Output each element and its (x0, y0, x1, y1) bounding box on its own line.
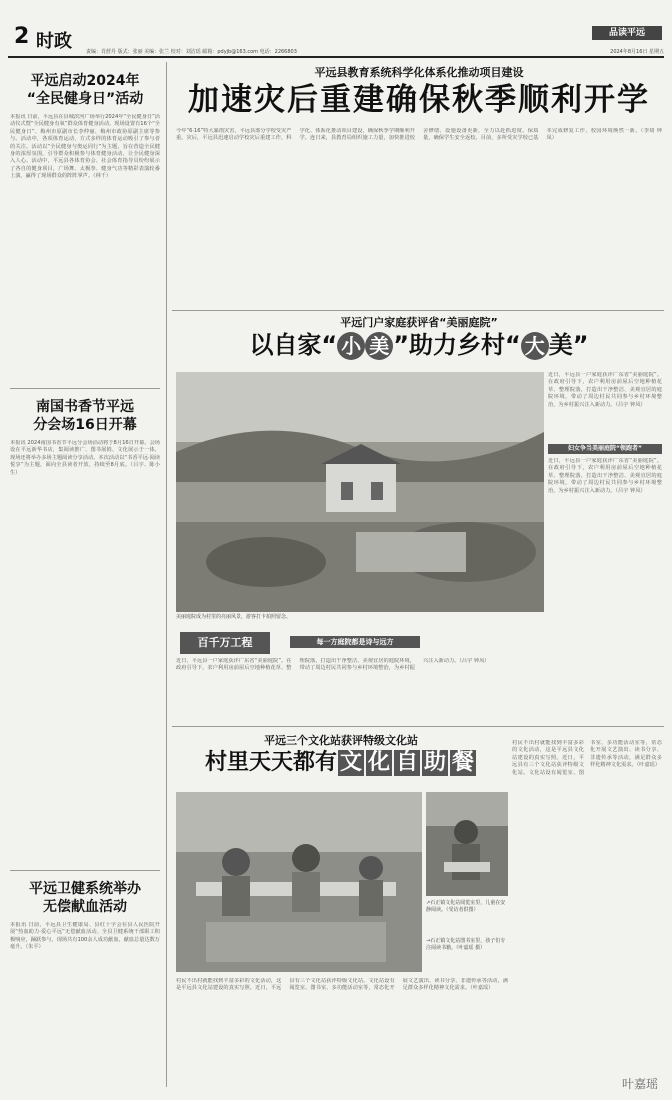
issue-date: 2024年8月16日 星期五 (610, 49, 664, 55)
masthead: 品读平远 (592, 26, 662, 40)
culture-photo-reader (426, 792, 508, 896)
article-kicker: 平远县教育系统科学化体系化推动项目建设 (314, 66, 524, 79)
article-fitness (10, 72, 160, 364)
column-divider (166, 62, 167, 1087)
article-title-line2: 分会场16日开幕 (33, 417, 137, 433)
headline-highlight: 大 (521, 332, 549, 360)
article-title-line2: “全民健身日”活动 (26, 91, 144, 107)
headline-part: 美” (548, 331, 589, 359)
photo-caption: ↗石正镇文化站阅览室里，儿童在安静阅读。（受访者供图） (426, 900, 506, 913)
subheading-poetry: 每一方庭院都是诗与远方 (290, 636, 420, 648)
headline-part: 以自家“ (249, 331, 338, 359)
article-body-right: 村民不出村就能找到丰富多彩的文化活动，这是平远县文化站建设的真实写照。近日，平远县有三个文化站获评特级文化站。文化站设有阅览室、图书室、多功能活动室等，常态化开展文艺演出、读书分享、非遗传承等活动，满足群众多样化精神文化需求。（叶嘉瑶） (512, 740, 662, 776)
courtyard-photo-illustration (176, 372, 544, 612)
divider (10, 388, 160, 389)
article-body: 今年“6·16”特大暴雨灾害，平远县部分学校受灾严重。灾后，平远县迅速启动学校灾后重建工作，科学化、体系化推动项目建设，确保秋季学期顺利开学。连日来，县教育局组织施工力量，加快推进校舍修缮、设施设备更新，全力以赴抓进度、保质量，确保学生安全返校。目前，多所受灾学校已基本完成修复工作，校园环境焕然一新。（李琦 钟凤） (176, 128, 662, 142)
article-body: 本报讯 日前，平远县卫生健康局、县红十字会在县人民医院开展“热血助力·爱心平远”无偿献血活动。全县卫健系统干部职工积极响应，踊跃参与，现场共有100余人成功献血，献血总量达数万毫升。（朱平） (10, 922, 160, 951)
editor-meta: 责编：肖舒丹 版式：张丽 美编：张兰 校对：刘洁瑶 邮箱：pdyjb@163.com 电话：2266803 (86, 49, 297, 55)
courtyard-photo (176, 372, 544, 612)
culture-photo-illustration (176, 792, 422, 972)
headline-part: ”助力乡村“ (393, 331, 521, 359)
article-body: 村民不出村就能找到丰富多彩的文化活动，这是平远县文化站建设的真实写照。近日，平远县有三个文化站获评特级文化站。文化站设有阅览室、图书室、多功能活动室等，常态化开展文艺演出、读书分享、非遗传承等活动，满足群众多样化精神文化需求。（叶嘉瑶） (176, 978, 508, 992)
divider (172, 310, 664, 311)
article-title: 南国书香节平远 (36, 399, 134, 415)
page-number: 2 (14, 24, 30, 49)
divider (172, 726, 664, 727)
headline-highlight: 文 (339, 750, 362, 775)
headline-highlight: 小 (337, 332, 365, 360)
article-headline: 加速灾后重建确保秋季顺利开学 (188, 82, 650, 118)
article-title: 平远启动2024年 (30, 73, 140, 89)
headline-highlight: 餐 (452, 750, 475, 775)
article-body-bottom: 近日，平远县一户家庭获评广东省“美丽庭院”。在政府引导下，农户利用房前屋后空地种植花草、整理院落，打造出干净整洁、美观宜居的庭院环境，带动了周边村民共同参与乡村环境整治，为乡村振兴注入新动力。（吕宇 钟凤） (176, 658, 490, 672)
article-kicker: 平远门户家庭获评省“美丽庭院” (340, 316, 498, 329)
section-title: 时政 (36, 31, 72, 52)
article-school-rebuild (176, 66, 662, 288)
article-headline (176, 748, 506, 778)
article-body: 本报讯 日前，平远县在县城滨河广场举行2024年“全民健身日”活动仪式暨“全民健身有氧”群众体育健身活动。现场设置有16个“全民健身日”、梅州市原副市长李仲丽、梅州市政协原副主席等参与。活动中，各项体育运动，方式多样的体育运动吸引了参与者的关注。活动以“全民健身与奥运同行”为主题，旨在营造全民健身的浓厚氛围，引导群众积极参与体育健身活动，让全民健身深入人心。活动中，平远县各体育协会、社会体育指导员纷纷展示了各自的健身项目，广场舞、太极拳、健身气功等精彩表演轮番上演，赢得了现场群众的阵阵掌声。（林千） (10, 114, 160, 180)
divider (10, 870, 160, 871)
article-courtyard (176, 316, 662, 360)
photo-caption: 美丽庭院成为村里的亮丽风景，游客打卡拍照留念。 (176, 614, 292, 620)
photo-caption: →石正镇文化站图书室里，孩子们专注阅读书籍。（叶嘉瑶 摄） (426, 938, 506, 951)
headline-highlight: 自 (396, 750, 419, 775)
article-title-line2: 无偿献血活动 (43, 899, 127, 915)
article-title: 平远卫健系统举办 (29, 881, 141, 897)
subheading-women: 妇女争当美丽庭院“领跑者” (548, 444, 662, 454)
badge-project: 百千万工程 (180, 632, 270, 654)
article-body-continued: 近日，平远县一户家庭获评广东省“美丽庭院”。在政府引导下，农户利用房前屋后空地种植花草、整理院落，打造出干净整洁、美观宜居的庭院环境，带动了周边村民共同参与乡村环境整治，为乡村振兴注入新动力。（吕宇 钟凤） (548, 458, 662, 494)
article-book-fair (10, 398, 160, 840)
header-rule (8, 56, 664, 58)
headline-highlight: 化 (367, 750, 390, 775)
article-body: 本报讯 2024南国书香节平远分会场活动将于8月16日开幕。会场设在平远新华书店，集阅读推广、图书展销、文化展示于一体，现场还将举办多场主题阅读分享活动。本次活动以“书香平远·阅读悦享”为主题，面向全县读者开放，持续至8月底。（吕宇、陈小生） (10, 440, 160, 476)
article-body: 近日，平远县一户家庭获评广东省“美丽庭院”。在政府引导下，农户利用房前屋后空地种植花草、整理院落，打造出干净整洁、美观宜居的庭院环境，带动了周边村民共同参与乡村环境整治，为乡村振兴注入新动力。（吕宇 钟凤） (548, 372, 662, 408)
article-kicker: 平远三个文化站获评特级文化站 (264, 734, 418, 747)
headline-highlight: 助 (424, 750, 447, 775)
article-headline (176, 330, 662, 360)
article-blood-donation (10, 880, 160, 1092)
article-culture (176, 734, 506, 778)
watermark: 叶嘉瑶 (621, 1077, 658, 1091)
culture-photo-children (176, 792, 422, 972)
headline-highlight: 美 (365, 332, 393, 360)
courtyard-side-column (548, 372, 662, 618)
culture-photo-illustration (426, 792, 508, 896)
headline-part: 村里天天都有 (204, 750, 337, 775)
